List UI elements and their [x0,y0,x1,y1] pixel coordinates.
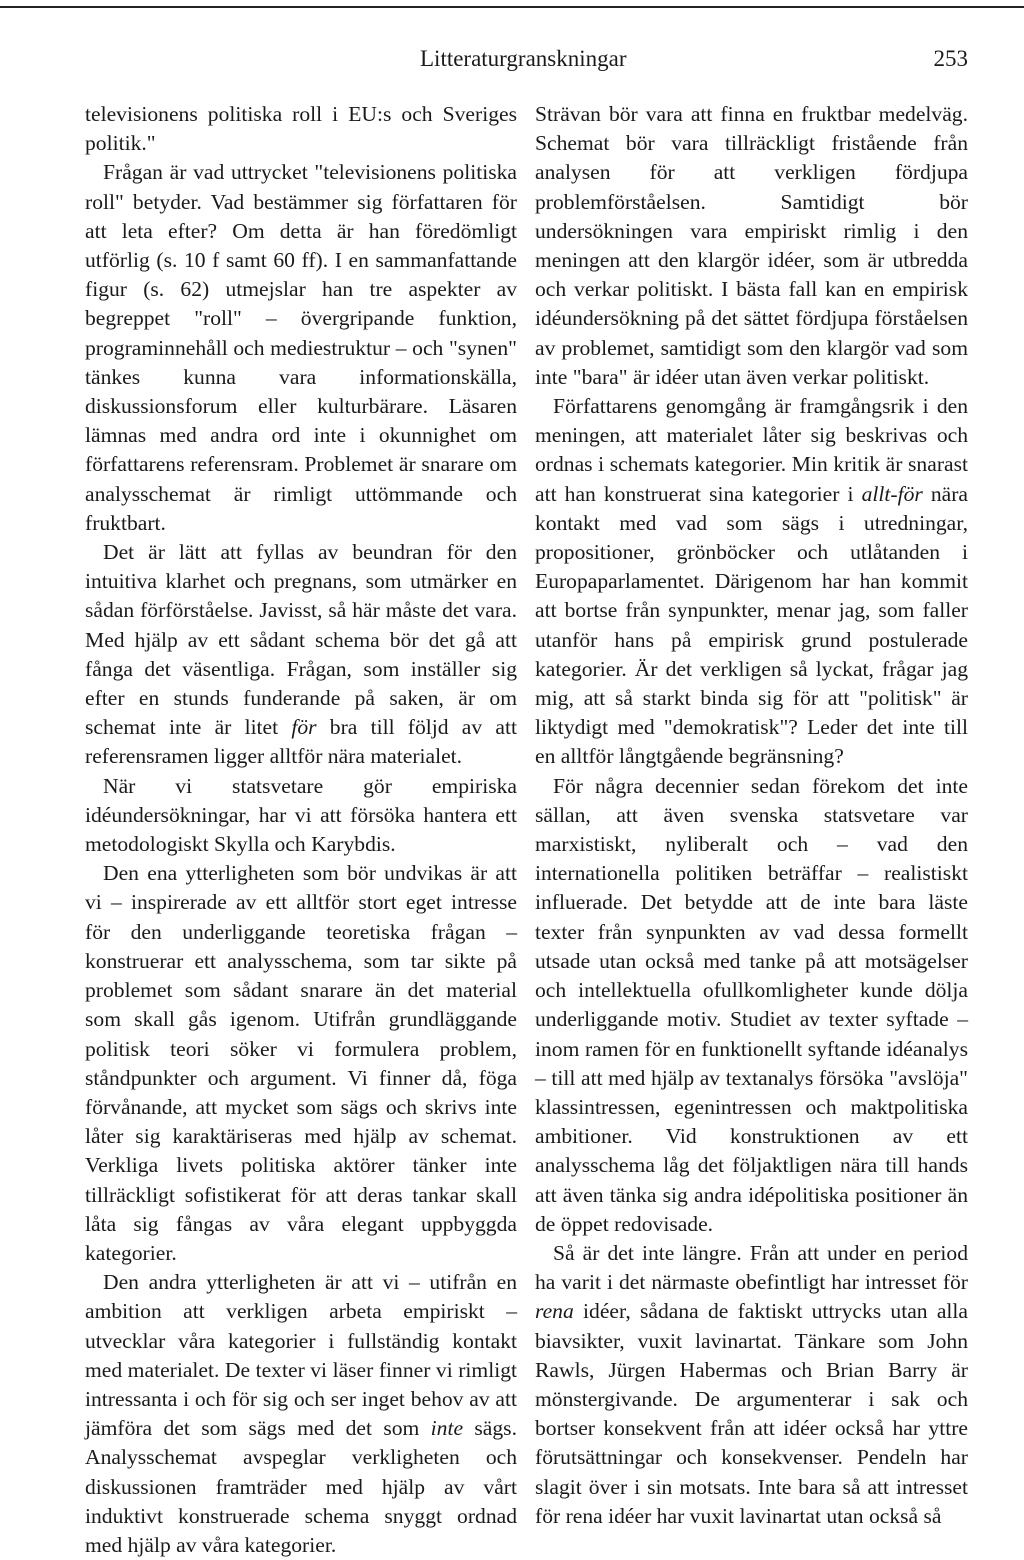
paragraph: Den andra ytterligheten är att vi – utifrån en ambition att verkligen arbeta empiriskt – utvecklar våra kategorier i fullständig kontakt med materialet. De texter vi läser finner vi rimligt intressanta i och för sig och ser inget behov av att jämföra det som sägs med det som inte sägs. Analysschemat avspeglar verkligheten och diskussionen framträder med hjälp av vårt induktivt konstruerade schema snyggt ordnad med hjälp av våra kategorier. [85,1270,517,1557]
running-header [420,44,968,74]
right-column [535,100,968,1531]
paragraph: Den ena ytterligheten som bör undvikas är att vi – inspirerade av ett alltför stort eget intresse för den underliggande teoretiska frågan – konstruerar ett analysschema, som tar sikte på problemet som sådant snarare än det material som skall gås igenom. Utifrån grundläggande politisk teori söker vi formulera problem, ståndpunkter och argument. Vi finner då, föga förvånande, att mycket som sägs och skrivs inte låter sig karaktäriseras med hjälp av schemat. Verkliga livets politiska aktörer tänker inte tillräckligt sofistikerat för att deras tankar skall låta sig fångas av våra elegant uppbyggda kategorier. [85,861,517,1265]
left-column [85,100,517,1560]
paragraph: För några decennier sedan förekom det inte sällan, att även svenska statsvetare var marxistiskt, nyliberalt och – vad den internationella politiken beträffar – realistiskt influerade. Det betydde att de inte bara läste texter från synpunkten av vad dessa formellt utsade utan också med tanke på att motsägelser och intellektuella ofullkomligheter kunde dölja underliggande motiv. Studiet av texter syftade – inom ramen för en funktionellt syftande idéanalys – till att med hjälp av textanalys försöka "avslöja" klassintressen, egenintressen och maktpolitiska ambitioner. Vid konstruktionen av ett analysschema låg det följaktligen nära till hands att även tänka sig andra idépolitiska positioner än de öppet redovisade. [535,773,968,1236]
top-rule [0,6,1024,8]
page-number: 253 [933,46,968,71]
running-title: Litteraturgranskningar [420,46,627,71]
paragraph: Det är lätt att fyllas av beundran för den intuitiva klarhet och pregnans, som utmärker en sådan förförståelse. Javisst, så här måste det vara. Med hjälp av ett sådant schema bör det gå att fånga det väsentliga. Frågan, som inställer sig efter en stunds funderande på saken, är om schemat inte är litet för bra till följd av att referensramen ligger alltför nära materialet. [85,540,517,769]
paragraph: När vi statsvetare gör empiriska idéundersökningar, har vi att försöka hantera ett metodologiskt Skylla och Karybdis. [85,773,517,857]
paragraph: Frågan är vad uttrycket "televisionens politiska roll" betyder. Vad bestämmer sig författaren för att leta efter? Om detta är han föredömligt utförlig (s. 10 f samt 60 ff). I en sammanfattande figur (s. 62) utmejslar han tre aspekter av begreppet "roll" – övergripande funktion, programinnehåll och mediestruktur – och "synen" tänkes kunna vara informationskälla, diskussionsforum eller kulturbärare. Läsaren lämnas med andra ord inte i okunnighet om författarens referensram. Problemet är snarare om analysschemat är rimligt uttömmande och fruktbart. [85,160,517,535]
paragraph: Författarens genomgång är framgångsrik i den meningen, att materialet låter sig beskrivas och ordnas i schemats kategorier. Min kritik är snarast att han konstruerat sina kategorier i allt-för nära kontakt med vad som sägs i utredningar, propositioner, grönböcker och utlåtanden i Europaparlamentet. Därigenom har han kommit att bortse från synpunkter, menar jag, som faller utanför hans på empirisk grund postulerade kategorier. Är det verkligen så lyckat, frågar jag mig, att så starkt binda sig för att "politisk" är liktydigt med "demokratisk"? Leder det inte till en alltför långtgående begränsning? [535,394,968,769]
paragraph: Strävan bör vara att finna en fruktbar medelväg. Schemat bör vara tillräckligt fristående från analysen för att verkligen fördjupa problemförståelsen. Samtidigt bör undersökningen vara empiriskt rimlig i den meningen att den klargör idéer, som är utbredda och verkar politiskt. I bästa fall kan en empirisk idéundersökning på det sättet fördjupa förståelsen av problemet, samtidigt som den klargör vad som inte "bara" är idéer utan även verkar politiskt. [535,102,968,389]
paragraph: Så är det inte längre. Från att under en period ha varit i det närmaste obefintligt har intresset för rena idéer, sådana de faktiskt uttrycks utan alla biavsikter, vuxit lavinartat. Tänkare som John Rawls, Jürgen Habermas och Brian Barry är mönstergivande. De argumenterar i sak och bortser konsekvent från att idéer också har yttre förutsättningar och konsekvenser. Pendeln har slagit över i sin motsats. Inte bara så att intresset för rena idéer har vuxit lavinartat utan också så [535,1240,968,1528]
paragraph: televisionens politiska roll i EU:s och Sveriges politik." [85,102,517,156]
